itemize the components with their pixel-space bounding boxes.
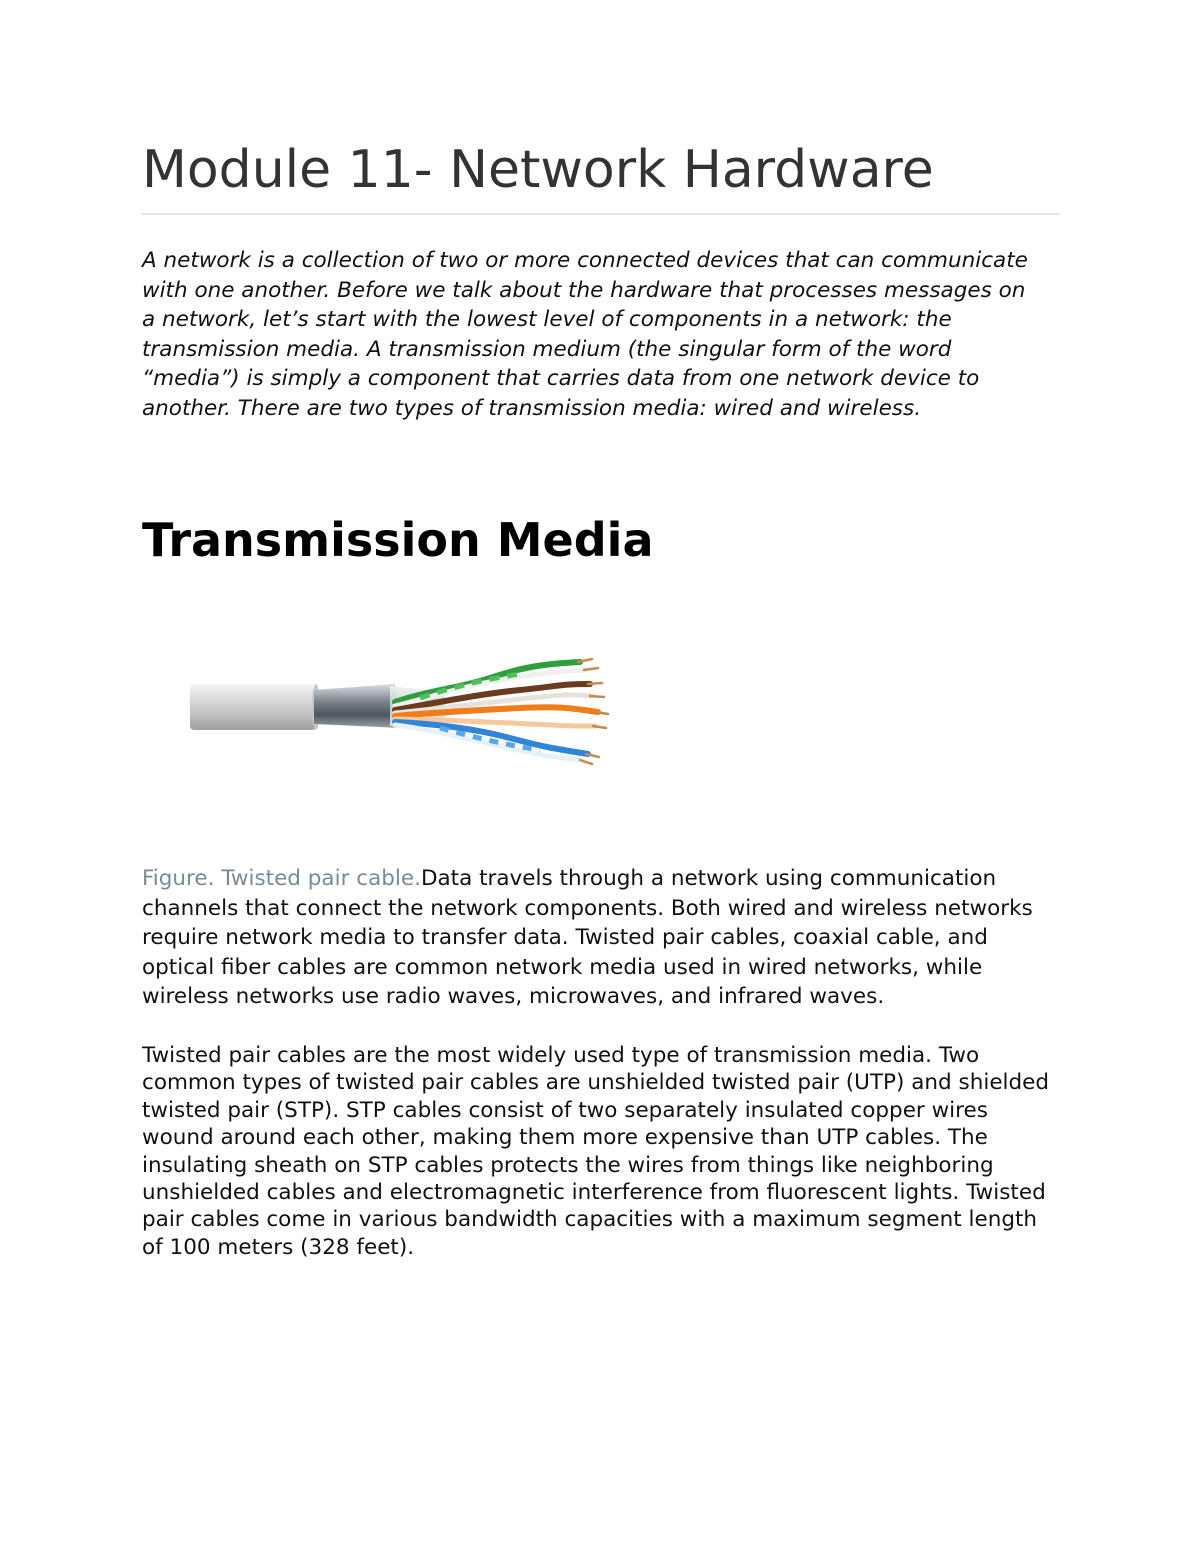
figure-caption: Figure. Twisted pair cable. — [142, 866, 421, 891]
page-title: Module 11- Network Hardware — [142, 140, 934, 200]
section-heading-transmission-media: Transmission Media — [142, 513, 654, 567]
intro-paragraph: A network is a collection of two or more connected devices that can communicate with one another. Before we talk about the hardware that processes messages on a network, let’s start with the lowest level of components in a network: the transmission media. A transmission medium (the singular form of the word “media”) is simply a component that carries data from one network device to another. There are two types of transmission media: wired and wireless. — [142, 248, 1028, 421]
title-divider — [142, 213, 1060, 215]
twisted-pair-cable-image — [190, 650, 610, 768]
body-paragraph-1 — [142, 864, 1042, 1012]
paragraph-1-text: Data travels through a network using communication channels that connect the network components. Both wired and wireless networks require network media to transfer data. Twisted pair cables, coaxial cable, and optical fiber cables are common network media used in wired networks, while wireless networks use radio waves, microwaves, and infrared waves. — [142, 866, 1033, 1010]
body-paragraph-2: Twisted pair cables are the most widely used type of transmission media. Two common types of twisted pair cables are unshielded twisted pair (UTP) and shielded twisted pair (STP). STP cables consist of two separately insulated copper wires wound around each other, making them more expensive than UTP cables. The insulating sheath on STP cables protects the wires from things like neighboring unshielded cables and electromagnetic interference from fluorescent lights. Twisted pair cables come in various bandwidth capacities with a maximum segment length of 100 meters (328 feet). — [142, 1043, 1050, 1260]
